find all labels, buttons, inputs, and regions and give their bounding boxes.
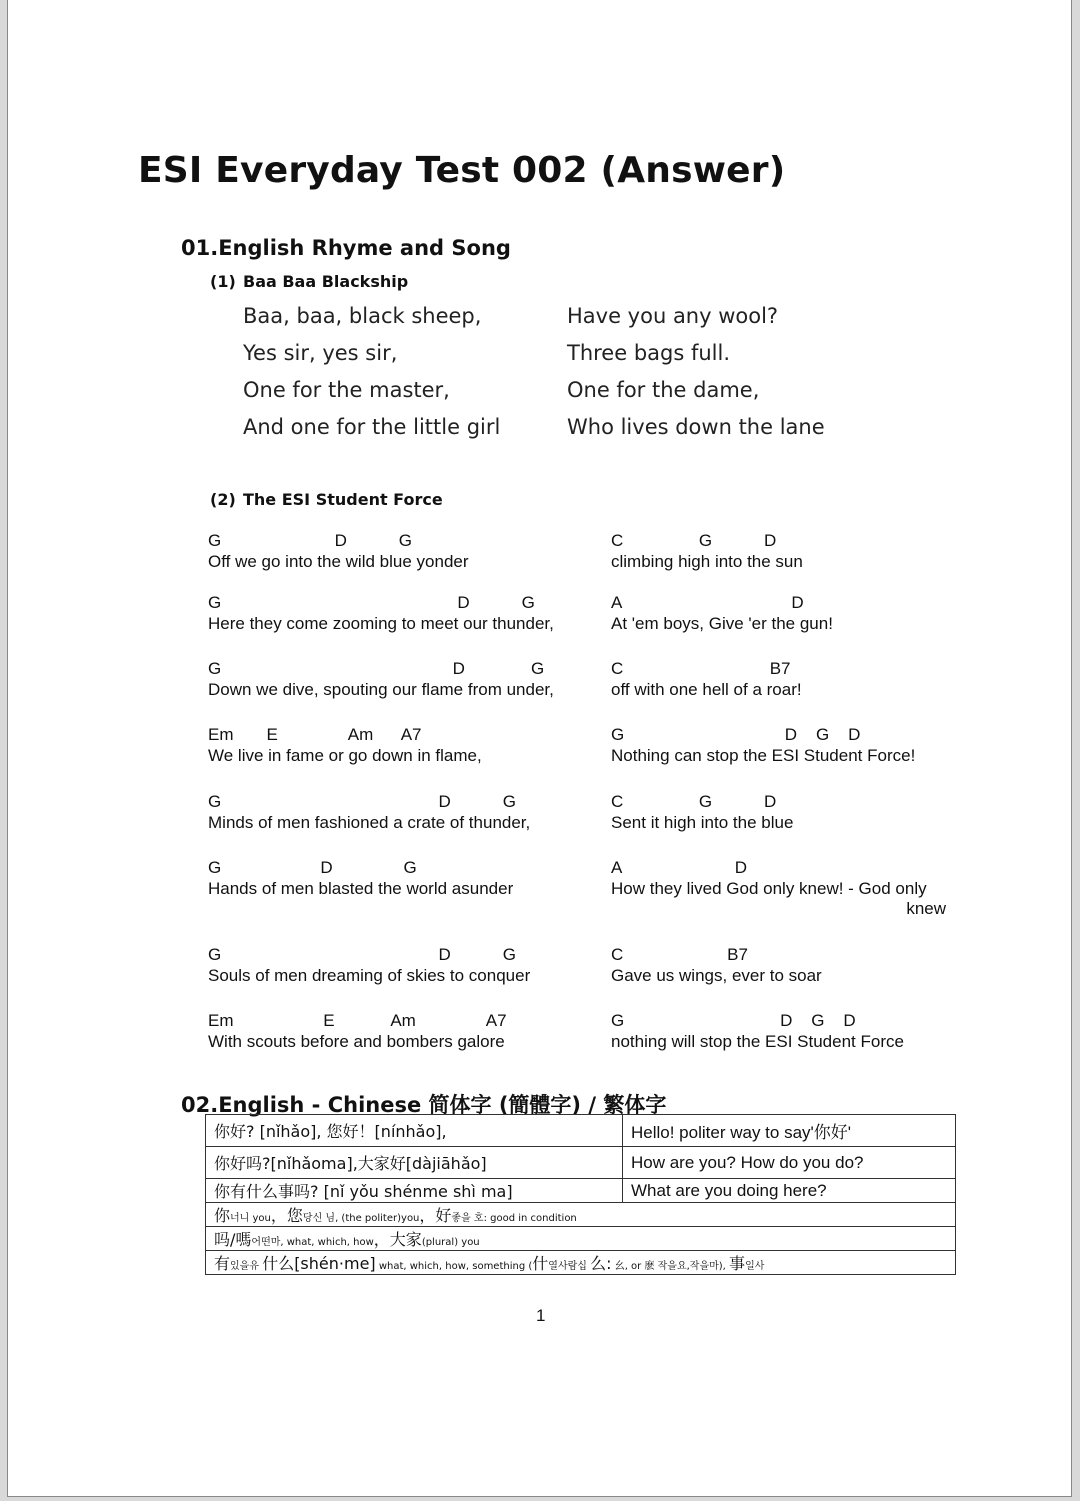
chinese-cell: 你好吗?[nǐhǎoma],大家好[dàjiāhǎo] [206,1147,623,1179]
gloss-text: 어떤마, what, which, how [251,1237,374,1248]
hanzi-term: 你 [214,1206,231,1225]
gloss-text: 좋을 호: good in condition [451,1213,577,1224]
chord-line-right: C B7 [611,659,791,678]
vocabulary-table [205,1114,956,1275]
chord-line-right: A D [611,858,748,877]
rhyme-line-right: Three bags full. [567,341,731,365]
rhyme-line-left: Baa, baa, black sheep, [243,304,482,328]
hanzi-term: ，您 [270,1206,303,1225]
sub-number: (2) [210,490,236,509]
lyric-line-left: Down we dive, spouting our flame from under, [208,680,554,699]
lyric-line-right: Nothing can stop the ESI Student Force! [611,746,916,765]
gloss-text: 일사 [745,1261,765,1272]
vocab-row [206,1147,956,1179]
chord-line-left: G D G [208,858,417,877]
chinese-cell: 你好? [nǐhǎo], 您好！[nínhǎo], [206,1115,623,1147]
english-cell: How are you? How do you do? [623,1147,956,1179]
lyric-line-right [611,879,946,919]
hanzi-term: ，好 [419,1206,452,1225]
rhyme-line-right: Who lives down the lane [567,415,825,439]
rhyme-line-left: One for the master, [243,378,450,402]
gloss-text: 있을유 [230,1261,263,1272]
chord-line-left: Em E Am A7 [208,1011,507,1030]
chord-line-right: G D G D [611,725,861,744]
subheading-baa-baa [210,272,408,291]
english-cell: Hello! politer way to say'你好' [623,1115,956,1147]
lyric-text: How they lived God only knew! - God only [611,879,927,898]
note-row [206,1203,956,1227]
chord-line-left: Em E Am A7 [208,725,422,744]
hanzi-term: 吗/嗎 [214,1230,252,1249]
chord-line-left: G D G [208,659,545,678]
chord-line-left: G D G [208,945,516,964]
chord-line-left: G D G [208,593,535,612]
lyric-line-left: Off we go into the wild blue yonder [208,552,469,571]
gloss-text: 幺, or 麽 작을요,작을마), [611,1261,730,1272]
sub-label: Baa Baa Blackship [243,272,409,291]
lyric-line-right: nothing will stop the ESI Student Force [611,1032,904,1051]
vocab-row [206,1115,956,1147]
lyric-line-left: Hands of men blasted the world asunder [208,879,514,898]
gloss-text: what, which, how, something ( [375,1261,533,1272]
english-cell: What are you doing here? [623,1179,956,1203]
chord-line-left: G D G [208,531,413,550]
lyric-line-left: Souls of men dreaming of skies to conquer [208,966,531,985]
rhyme-line-left: Yes sir, yes sir, [243,341,398,365]
lyric-line-right: At 'em boys, Give 'er the gun! [611,614,833,633]
lyric-line-right: Gave us wings, ever to soar [611,966,822,985]
chinese-cell: 你有什么事吗? [nǐ yǒu shénme shì ma] [206,1179,623,1203]
lyric-line-left: Minds of men fashioned a crate of thunder, [208,813,531,832]
hanzi-term: 什么[shén·me] [262,1254,376,1273]
note-cell [206,1203,956,1227]
gloss-text: 너니 you [230,1213,271,1224]
note-row [206,1227,956,1251]
chord-line-right: A D [611,593,804,612]
rhyme-line-right: Have you any wool? [567,304,779,328]
lyric-line-left: Here they come zooming to meet our thunder, [208,614,554,633]
note-row [206,1251,956,1275]
chord-line-left: G D G [208,792,516,811]
lyric-line-left: We live in fame or go down in flame, [208,746,482,765]
chord-line-right: G D G D [611,1011,856,1030]
gloss-text: 당신 님, (the politer)you [302,1213,420,1224]
document-page [7,0,1072,1497]
note-cell [206,1227,956,1251]
chord-line-right: C G D [611,531,777,550]
sub-label: The ESI Student Force [243,490,443,509]
hanzi-term: 么: [590,1254,612,1273]
rhyme-line-left: And one for the little girl [243,415,501,439]
hanzi-term: 有 [214,1254,231,1273]
section-heading-chinese: 02.English - Chinese 简体字 (簡體字) / 繁体字 [181,1093,667,1117]
sub-number: (1) [210,272,236,291]
page-number: 1 [536,1306,546,1325]
hanzi-term: 什 [532,1254,549,1273]
gloss-text: (plural) you [421,1237,480,1248]
note-cell [206,1251,956,1275]
hanzi-term: ，大家 [373,1230,422,1249]
section-heading-rhyme-song: 01.English Rhyme and Song [181,236,511,260]
chord-line-right: C G D [611,792,777,811]
lyric-line-right: climbing high into the sun [611,552,803,571]
lyric-text-wrapped: knew [906,899,946,918]
gloss-text: 열사람십 [548,1261,591,1272]
subheading-student-force [210,490,443,509]
chord-line-right: C B7 [611,945,748,964]
lyric-line-right: Sent it high into the blue [611,813,794,832]
lyric-line-right: off with one hell of a roar! [611,680,802,699]
rhyme-line-right: One for the dame, [567,378,760,402]
page-title: ESI Everyday Test 002 (Answer) [138,150,786,191]
lyric-line-left: With scouts before and bombers galore [208,1032,505,1051]
hanzi-term: 事 [729,1254,746,1273]
vocab-row [206,1179,956,1203]
